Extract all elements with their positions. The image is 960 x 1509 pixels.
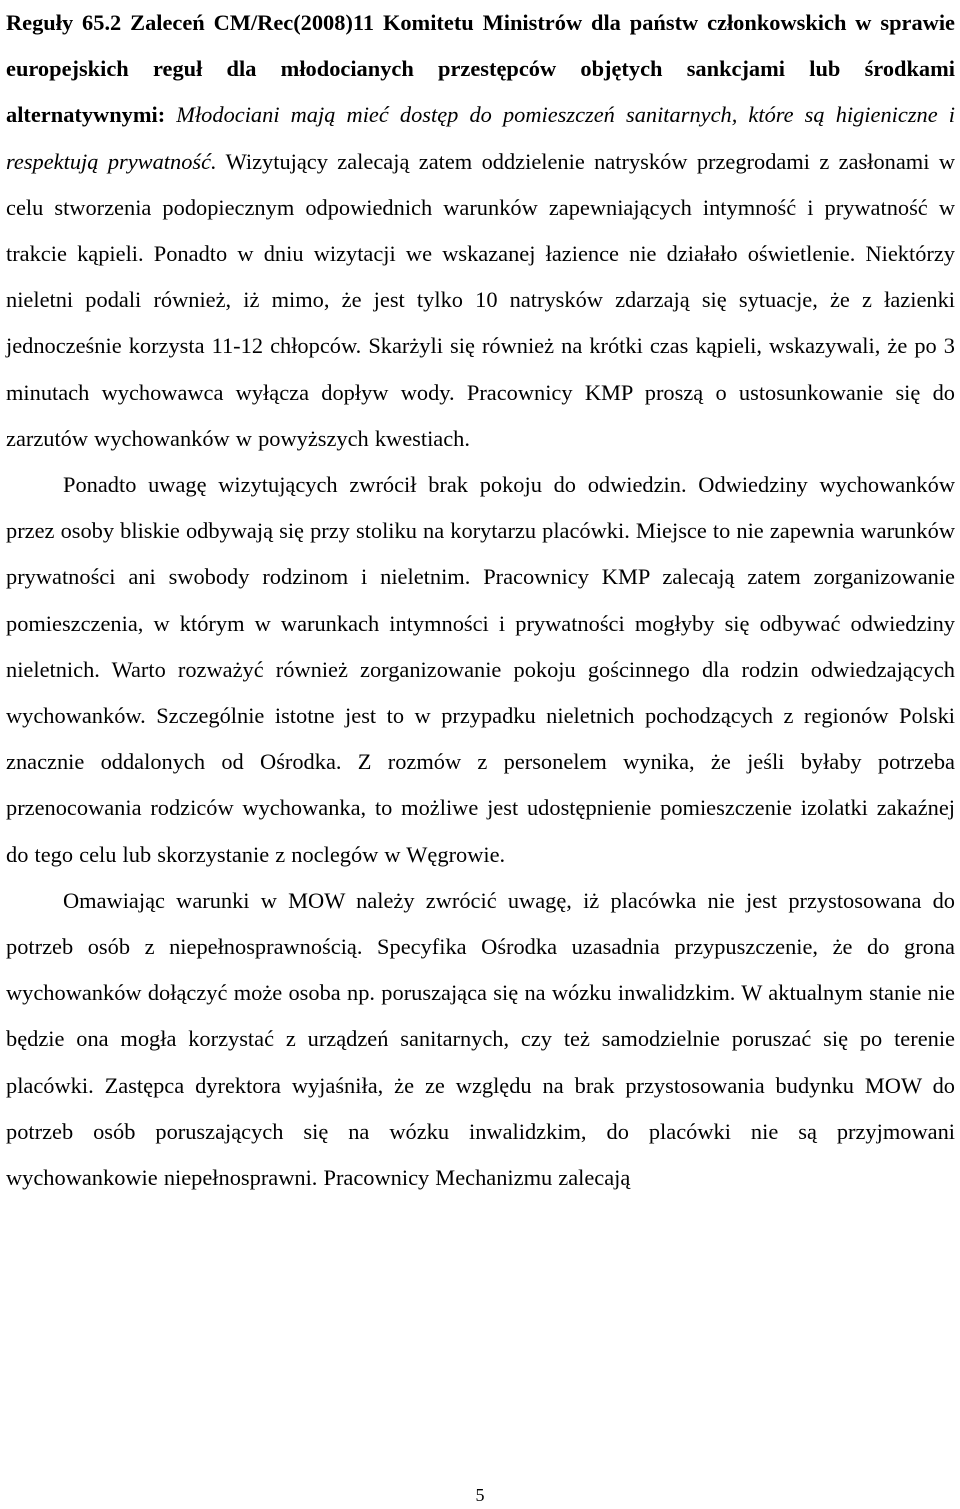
paragraph-sanitary-facilities (6, 0, 955, 462)
document-page (6, 0, 955, 1201)
paragraph-accessibility: Omawiając warunki w MOW należy zwrócić uwagę, iż placówka nie jest przystosowana do potrzeb osób z niepełnosprawnością. Specyfika Ośrodka uzasadnia przypuszczenie, że do grona wychowanków dołączyć może osoba np. poruszająca się na wózku inwalidzkim. W aktualnym stanie nie będzie ona mogła korzystać z urządzeń sanitarnych, czy też samodzielnie poruszać się po terenie placówki. Zastępca dyrektora wyjaśniła, że ze względu na brak przystosowania budynku MOW do potrzeb osób poruszających się na wózku inwalidzkim, do placówki nie są przyjmowani wychowankowie niepełnosprawni. Pracownicy Mechanizmu zalecają (6, 887, 955, 1191)
rule-citation: Reguły 65.2 Zaleceń CM/Rec(2008)11 Komitetu Ministrów dla państw członkowskich w sprawie europejskich reguł dla młodocianych przestępców objętych sankcjami lub środkami alternatywnymi: (6, 10, 955, 128)
paragraph-body: Wizytujący zalecają zatem oddzielenie natrysków przegrodami z zasłonami w celu stworzenia podopiecznym odpowiednich warunków zapewniających intymność i prywatność w trakcie kąpieli. Ponadto w dniu wizytacji we wskazanej łazience nie działało oświetlenie. Niektórzy nieletni podali również, iż mimo, że jest tylko 10 natrysków zdarzają się sytuacje, że z łazienki jednocześnie korzysta 11-12 chłopców. Skarżyli się również na krótki czas kąpieli, wskazywali, że po 3 minutach wychowawca wyłącza dopływ wody. Pracownicy KMP proszą o ustosunkowanie się do zarzutów wychowanków w powyższych kwestiach. (6, 148, 955, 451)
page-number: 5 (475, 1485, 485, 1505)
rule-quote: Młodociani mają mieć dostęp do pomieszczeń sanitarnych, które są higieniczne i respektują prywatność. (6, 102, 955, 174)
paragraph-visiting-room: Ponadto uwagę wizytujących zwrócił brak pokoju do odwiedzin. Odwiedziny wychowanków przez osoby bliskie odbywają się przy stoliku na korytarzu placówki. Miejsce to nie zapewnia warunków prywatności ani swobody rodzinom i nieletnim. Pracownicy KMP zalecają zatem zorganizowanie pomieszczenia, w którym w warunkach intymności i prywatności mogłyby się odbywać odwiedziny nieletnich. Warto rozważyć również zorganizowanie pokoju gościnnego dla rodzin odwiedzających wychowanków. Szczególnie istotne jest to w przypadku nieletnich pochodzących z regionów Polski znacznie oddalonych od Ośrodka. Z rozmów z personelem wynika, że jeśli byłaby potrzeba przenocowania rodziców wychowanka, to możliwe jest udostępnienie pomieszczenie izolatki zakaźnej do tego celu lub skorzystanie z noclegów w Węgrowie. (6, 472, 955, 867)
